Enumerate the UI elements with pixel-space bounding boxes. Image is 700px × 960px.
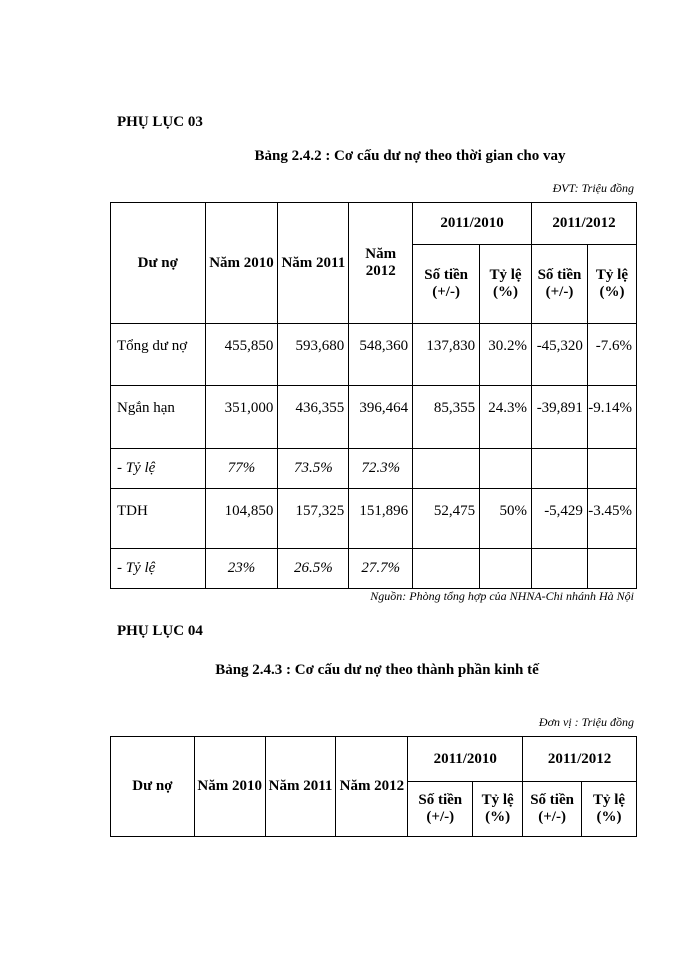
cell-2012: 72.3% bbox=[349, 449, 413, 489]
cell-amount-2: -5,429 bbox=[531, 489, 587, 549]
cell-2012: 151,896 bbox=[349, 489, 413, 549]
header-du-no: Dư nợ bbox=[111, 737, 195, 837]
row-label: TDH bbox=[111, 489, 206, 549]
header-rate-1: Tỷ lệ (%) bbox=[480, 245, 532, 324]
header-amount-1: Số tiền (+/-) bbox=[408, 782, 473, 837]
header-du-no: Dư nợ bbox=[111, 203, 206, 324]
table-row bbox=[111, 489, 637, 549]
table-row bbox=[111, 549, 637, 589]
table-2-4-2-source: Nguồn: Phòng tổng hợp của NHNA-Chi nhánh Hà Nội bbox=[370, 589, 634, 603]
table-2-4-3 bbox=[110, 736, 637, 837]
cell-rate-2: -3.45% bbox=[587, 489, 636, 549]
cell-amount-2 bbox=[531, 549, 587, 589]
header-group-2011-2012: 2011/2012 bbox=[531, 203, 636, 245]
cell-2011: 26.5% bbox=[278, 549, 349, 589]
header-rate-2: Tỷ lệ (%) bbox=[587, 245, 636, 324]
cell-2012: 396,464 bbox=[349, 386, 413, 449]
cell-amount-1: 137,830 bbox=[413, 324, 480, 386]
header-rate-2: Tỷ lệ (%) bbox=[582, 782, 637, 837]
header-group-2011-2010: 2011/2010 bbox=[413, 203, 532, 245]
table-row bbox=[111, 449, 637, 489]
cell-amount-1: 85,355 bbox=[413, 386, 480, 449]
cell-amount-2: -39,891 bbox=[531, 386, 587, 449]
table-row bbox=[111, 386, 637, 449]
row-label: Ngắn hạn bbox=[111, 386, 206, 449]
header-amount-2: Số tiền (+/-) bbox=[531, 245, 587, 324]
cell-rate-1 bbox=[480, 549, 532, 589]
cell-2011: 436,355 bbox=[278, 386, 349, 449]
cell-amount-2: -45,320 bbox=[531, 324, 587, 386]
cell-rate-1: 24.3% bbox=[480, 386, 532, 449]
cell-2011: 157,325 bbox=[278, 489, 349, 549]
row-label: Tổng dư nợ bbox=[111, 324, 206, 386]
cell-rate-2: -9.14% bbox=[587, 386, 636, 449]
cell-amount-1: 52,475 bbox=[413, 489, 480, 549]
row-label: - Tỷ lệ bbox=[111, 449, 206, 489]
cell-rate-2 bbox=[587, 549, 636, 589]
table-2-4-3-caption: Bảng 2.4.3 : Cơ cấu dư nợ theo thành phần kinh tế bbox=[215, 662, 539, 678]
cell-rate-2: -7.6% bbox=[587, 324, 636, 386]
header-year-2011: Năm 2011 bbox=[278, 203, 349, 324]
header-year-2012: Năm 2012 bbox=[336, 737, 408, 837]
cell-rate-1: 30.2% bbox=[480, 324, 532, 386]
header-amount-1: Số tiền (+/-) bbox=[413, 245, 480, 324]
table-row bbox=[111, 324, 637, 386]
header-amount-2: Số tiền (+/-) bbox=[523, 782, 582, 837]
cell-2012: 27.7% bbox=[349, 549, 413, 589]
header-group-2011-2012: 2011/2012 bbox=[523, 737, 637, 782]
header-rate-1: Tỷ lệ (%) bbox=[473, 782, 523, 837]
table-2-4-3-unit: Đơn vị : Triệu đồng bbox=[538, 715, 634, 729]
cell-2012: 548,360 bbox=[349, 324, 413, 386]
cell-amount-1 bbox=[413, 449, 480, 489]
row-label: - Tỷ lệ bbox=[111, 549, 206, 589]
cell-rate-1 bbox=[480, 449, 532, 489]
appendix-04-heading: PHỤ LỤC 04 bbox=[117, 623, 203, 639]
cell-amount-2 bbox=[531, 449, 587, 489]
header-year-2012: Năm 2012 bbox=[349, 203, 413, 324]
header-year-2010: Năm 2010 bbox=[194, 737, 265, 837]
cell-2010: 455,850 bbox=[205, 324, 278, 386]
header-year-2010: Năm 2010 bbox=[205, 203, 278, 324]
cell-2010: 104,850 bbox=[205, 489, 278, 549]
cell-2011: 73.5% bbox=[278, 449, 349, 489]
header-year-2011: Năm 2011 bbox=[265, 737, 336, 837]
header-group-2011-2010: 2011/2010 bbox=[408, 737, 523, 782]
table-2-4-2-unit: ĐVT: Triệu đồng bbox=[552, 181, 634, 195]
table-2-4-2 bbox=[110, 202, 637, 589]
cell-rate-1: 50% bbox=[480, 489, 532, 549]
cell-2010: 77% bbox=[205, 449, 278, 489]
cell-2010: 23% bbox=[205, 549, 278, 589]
cell-amount-1 bbox=[413, 549, 480, 589]
cell-2011: 593,680 bbox=[278, 324, 349, 386]
cell-rate-2 bbox=[587, 449, 636, 489]
appendix-03-heading: PHỤ LỤC 03 bbox=[117, 114, 203, 130]
table-2-4-2-caption: Bảng 2.4.2 : Cơ cấu dư nợ theo thời gian cho vay bbox=[254, 148, 566, 164]
cell-2010: 351,000 bbox=[205, 386, 278, 449]
